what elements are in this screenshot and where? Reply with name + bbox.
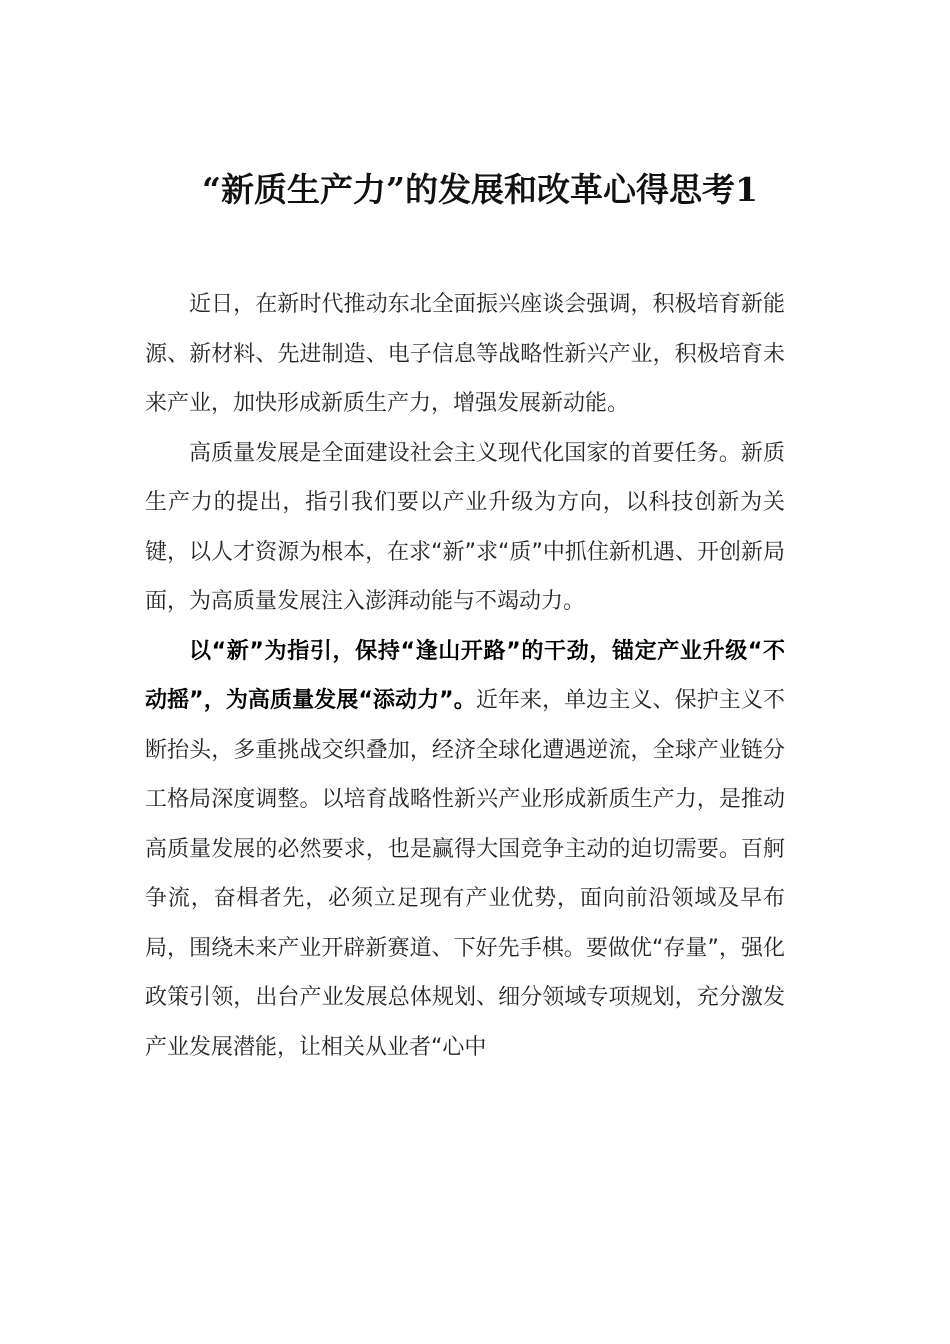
paragraph-3	[145, 627, 785, 1073]
paragraph-3-text: 近年来，单边主义、保护主义不断抬头，多重挑战交织叠加，经济全球化遭遇逆流，全球产业链分工格局深度调整。以培育战略性新兴产业形成新质生产力，是推动高质量发展的必然要求，也是赢得大国竞争主动的迫切需要。百舸争流，奋楫者先，必须立足现有产业优势，面向前沿领域及早布局，围绕未来产业开辟新赛道、下好先手棋。要做优“存量”，强化政策引领，出台产业发展总体规划、细分领域专项规划，充分激发产业发展潜能，让相关从业者“心中	[145, 688, 785, 1060]
paragraph-1	[145, 280, 785, 429]
paragraph-3-lead-sentence: 以“新”为指引，保持“逢山开路”的干劲，锚定产业升级“不动摇”，为高质量发展“添动力”。	[145, 638, 785, 713]
document-body	[145, 280, 785, 1072]
paragraph-2	[145, 429, 785, 627]
document-title: “新质生产力”的发展和改革心得思考1	[202, 170, 758, 209]
paragraph-2-text: 高质量发展是全面建设社会主义现代化国家的首要任务。新质生产力的提出，指引我们要以产业升级为方向，以科技创新为关键，以人才资源为根本，在求“新”求“质”中抓住新机遇、开创新局面，为高质量发展注入澎湃动能与不竭动力。	[145, 440, 785, 614]
paragraph-1-text: 近日，在新时代推动东北全面振兴座谈会强调，积极培育新能源、新材料、先进制造、电子信息等战略性新兴产业，积极培育未来产业，加快形成新质生产力，增强发展新动能。	[145, 292, 785, 416]
